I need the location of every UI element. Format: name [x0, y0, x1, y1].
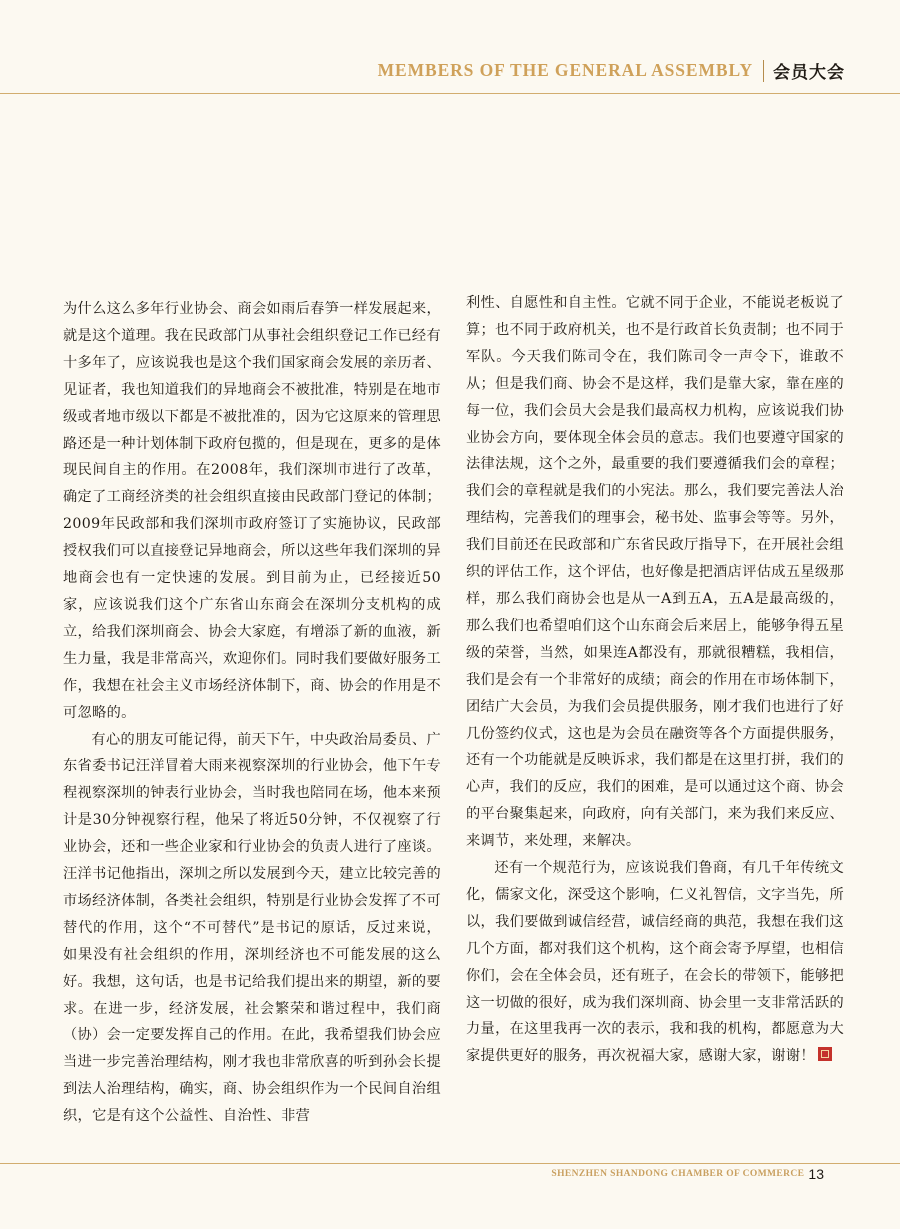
header-divider [763, 60, 764, 82]
section-title-cn: 会员大会 [773, 63, 845, 83]
article-column-left [63, 296, 441, 1130]
footer-rule [0, 1163, 900, 1164]
page-footer [551, 1166, 824, 1182]
publication-name: SHENZHEN SHANDONG CHAMBER OF COMMERCE [551, 1169, 805, 1179]
paragraph-closing [466, 855, 844, 1070]
paragraph: 利性、自愿性和自主性。它就不同于企业，不能说老板说了算；也不同于政府机关，也不是行政首长负责制；也不同于军队。今天我们陈司令在，我们陈司令一声令下，谁敢不从；但是我们商、协会不是这样，我们是靠大家，靠在座的每一位，我们会员大会是我们最高权力机构，应该说我们协业协会方向，要体现全体会员的意志。我们也要遵守国家的法律法规，这个之外，最重要的我们要遵循我们会的章程；我们会的章程就是我们的小宪法。那么，我们要完善法人治理结构，完善我们的理事会，秘书处、监事会等等。另外，我们目前还在民政部和广东省民政厅指导下，在开展社会组织的评估工作，这个评估，也好像是把酒店评估成五星级那样，那么我们商协会也是从一A到五A，五A是最高级的，那么我们也希望咱们这个山东商会后来居上，能够争得五星级的荣誉，当然，如果连A都没有，那就很糟糕，我相信，我们是会有一个非常好的成绩；商会的作用在市场体制下，团结广大会员，为我们会员提供服务，刚才我们也进行了好几份签约仪式，这也是为会员在融资等各个方面提供服务，还有一个功能就是反映诉求，我们都是在这里打拼，我们的心声，我们的反应，我们的困难，是可以通过这个商、协会的平台聚集起来，向政府，向有关部门，来为我们来反应、来调节，来处理，来解决。 [466, 295, 844, 850]
article-column-right [466, 290, 844, 1070]
header-rule [0, 93, 900, 94]
paragraph: 有心的朋友可能记得，前天下午，中央政治局委员、广东省委书记汪洋冒着大雨来视察深圳的行业协会，他下午专程视察深圳的钟表行业协会，当时我也陪同在场，他本来预计是30分钟视察行程，他呆了将近50分钟，不仅视察了行业协会，还和一些企业家和行业协会的负责人进行了座谈。汪洋书记他指出，深圳之所以发展到今天，建立比较完善的市场经济体制，各类社会组织，特别是行业协会发挥了不可替代的作用，这个“不可替代”是书记的原话，反过来说，如果没有社会组织的作用，深圳经济也不可能发展的这么好。我想，这句话，也是书记给我们提出来的期望，新的要求。在进一步，经济发展，社会繁荣和谐过程中，我们商（协）会一定要发挥自己的作用。在此，我希望我们协会应当进一步完善治理结构，刚才我也非常欣喜的听到孙会长提到法人治理结构，确实，商、协会组织作为一个民间自治组织，它是有这个公益性、自治性、非营 [63, 731, 441, 1125]
end-of-article-icon [818, 1047, 832, 1061]
page-number: 13 [808, 1166, 824, 1182]
section-header [378, 58, 845, 83]
paragraph: 为什么这么多年行业协会、商会如雨后春笋一样发展起来，就是这个道理。我在民政部门从事社会组织登记工作已经有十多年了，应该说我也是这个我们国家商会发展的亲历者、见证者，我也知道我们的异地商会不被批准，特别是在地市级或者地市级以下都是不被批准的，因为它这原来的管理思路还是一种计划体制下政府包揽的，但是现在，更多的是体现民间自主的作用。在2008年，我们深圳市进行了改革，确定了工商经济类的社会组织直接由民政部门登记的体制；2009年民政部和我们深圳市政府签订了实施协议，民政部授权我们可以直接登记异地商会，所以这些年我们深圳的异地商会也有一定快速的发展。到目前为止，已经接近50家，应该说我们这个广东省山东商会在深圳分支机构的成立，给我们深圳商会、协会大家庭，有增添了新的血液，新生力量，我是非常高兴，欢迎你们。同时我们要做好服务工作，我想在社会主义市场经济体制下，商、协会的作用是不可忽略的。 [63, 301, 441, 721]
paragraph-text: 还有一个规范行为，应该说我们鲁商，有几千年传统文化，儒家文化，深受这个影响，仁义礼智信，文字当先，所以，我们要做到诚信经营，诚信经商的典范，我想在我们这几个方面，都对我们这个机构，这个商会寄予厚望，也相信你们，会在全体会员，还有班子，在会长的带领下，能够把这一切做的很好，成为我们深圳商、协会里一支非常活跃的力量，在这里我再一次的表示，我和我的机构，都愿意为大家提供更好的服务，再次祝福大家，感谢大家，谢谢！ [466, 860, 844, 1065]
section-title-en: MEMBERS OF THE GENERAL ASSEMBLY [377, 60, 753, 80]
